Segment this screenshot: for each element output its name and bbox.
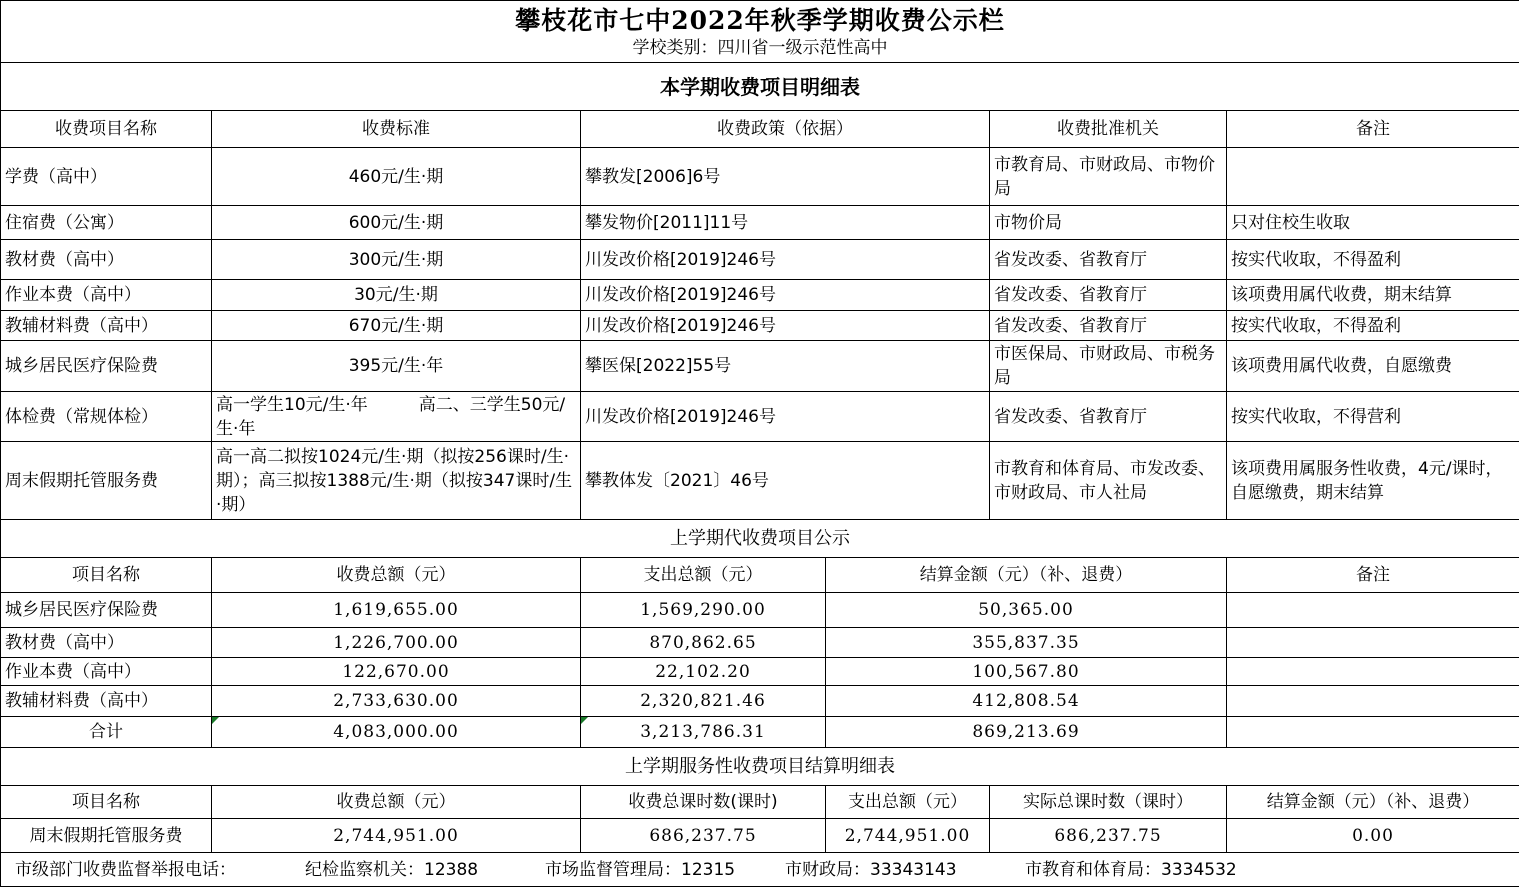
header-row bbox=[1, 786, 1519, 819]
section-current-fees bbox=[1, 63, 1519, 111]
item-name: 城乡居民医疗保险费 bbox=[1, 593, 212, 628]
table-row bbox=[1, 686, 1519, 717]
column-header: 收费标准 bbox=[212, 111, 581, 148]
fee-authority: 市教育和体育局、市发改委、市财政局、市人社局 bbox=[990, 442, 1227, 520]
column-header: 备注 bbox=[1227, 558, 1519, 593]
column-header: 项目名称 bbox=[1, 558, 212, 593]
section-title: 本学期收费项目明细表 bbox=[1, 63, 1519, 111]
column-header: 结算金额（元）（补、退费） bbox=[826, 558, 1227, 593]
fee-note: 该项费用属代收费，期末结算 bbox=[1227, 280, 1519, 311]
fee-authority: 省发改委、省教育厅 bbox=[990, 240, 1227, 280]
income-total: 122,670.00 bbox=[212, 658, 581, 686]
fee-name: 周末假期托管服务费 bbox=[1, 442, 212, 520]
fee-standard: 高一学生10元/生·年 高二、三学生50元/生·年 bbox=[212, 392, 581, 442]
title-row bbox=[1, 1, 1519, 63]
table-row bbox=[1, 148, 1519, 206]
fee-note: 该项费用属代收费，自愿缴费 bbox=[1227, 341, 1519, 392]
item-name: 作业本费（高中） bbox=[1, 658, 212, 686]
total-label: 合计 bbox=[1, 717, 212, 748]
income-total: 2,733,630.00 bbox=[212, 686, 581, 717]
fee-standard: 30元/生·期 bbox=[212, 280, 581, 311]
fee-name: 体检费（常规体检） bbox=[1, 392, 212, 442]
fee-note: 只对住校生收取 bbox=[1227, 206, 1519, 240]
income-total: 1,226,700.00 bbox=[212, 628, 581, 658]
table-row bbox=[1, 442, 1519, 520]
fee-authority: 省发改委、省教育厅 bbox=[990, 311, 1227, 341]
footer-row bbox=[1, 853, 1519, 887]
settle-amount: 50,365.00 bbox=[826, 593, 1227, 628]
hotline-market: 市场监督管理局：12315 bbox=[545, 859, 736, 880]
fee-policy: 攀医保[2022]55号 bbox=[581, 341, 990, 392]
column-header: 收费政策（依据） bbox=[581, 111, 990, 148]
fee-note: 按实代收取，不得盈利 bbox=[1227, 240, 1519, 280]
hotline-education: 市教育和体育局：3334532 bbox=[1025, 859, 1237, 880]
fee-standard: 670元/生·期 bbox=[212, 311, 581, 341]
fee-name: 城乡居民医疗保险费 bbox=[1, 341, 212, 392]
column-header: 支出总额（元） bbox=[581, 558, 826, 593]
column-header: 备注 bbox=[1227, 111, 1519, 148]
fee-name: 作业本费（高中） bbox=[1, 280, 212, 311]
settle-amount: 0.00 bbox=[1227, 819, 1519, 853]
fee-name: 住宿费（公寓） bbox=[1, 206, 212, 240]
income-total: 4,083,000.00 bbox=[212, 717, 581, 748]
total-hours: 686,237.75 bbox=[581, 819, 826, 853]
expense-total: 1,569,290.00 bbox=[581, 593, 826, 628]
footer-cell bbox=[1, 853, 1519, 887]
fee-name: 学费（高中） bbox=[1, 148, 212, 206]
section-title: 上学期服务性收费项目结算明细表 bbox=[1, 748, 1519, 786]
expense-total: 22,102.20 bbox=[581, 658, 826, 686]
fee-standard: 高一高二拟按1024元/生·期（拟按256课时/生·期）；高三拟按1388元/生·期（拟按347课时/生·期） bbox=[212, 442, 581, 520]
column-header: 收费总额（元） bbox=[212, 558, 581, 593]
total-row bbox=[1, 717, 1519, 748]
fee-policy: 川发改价格[2019]246号 bbox=[581, 311, 990, 341]
table-row bbox=[1, 658, 1519, 686]
income-total: 2,744,951.00 bbox=[212, 819, 581, 853]
table-row bbox=[1, 280, 1519, 311]
fee-policy: 攀教发[2006]6号 bbox=[581, 148, 990, 206]
item-note bbox=[1227, 686, 1519, 717]
expense-total: 2,744,951.00 bbox=[826, 819, 990, 853]
hotline-line bbox=[5, 858, 1515, 882]
table-row bbox=[1, 392, 1519, 442]
settle-amount: 869,213.69 bbox=[826, 717, 1227, 748]
column-header: 结算金额（元）（补、退费） bbox=[1227, 786, 1519, 819]
fee-authority: 市医保局、市财政局、市税务局 bbox=[990, 341, 1227, 392]
table-row bbox=[1, 341, 1519, 392]
item-name: 教辅材料费（高中） bbox=[1, 686, 212, 717]
item-note bbox=[1227, 658, 1519, 686]
income-total: 1,619,655.00 bbox=[212, 593, 581, 628]
section-agency-fees bbox=[1, 520, 1519, 558]
hotline-discipline: 纪检监察机关：12388 bbox=[305, 859, 479, 880]
table-row bbox=[1, 819, 1519, 853]
item-note bbox=[1227, 717, 1519, 748]
settle-amount: 355,837.35 bbox=[826, 628, 1227, 658]
section-service-fees bbox=[1, 748, 1519, 786]
school-type: 学校类别：四川省一级示范性高中 bbox=[632, 37, 888, 58]
fee-standard: 300元/生·期 bbox=[212, 240, 581, 280]
fee-note: 按实代收取，不得盈利 bbox=[1227, 311, 1519, 341]
fee-authority: 市教育局、市财政局、市物价局 bbox=[990, 148, 1227, 206]
fee-policy: 川发改价格[2019]246号 bbox=[581, 280, 990, 311]
column-header: 收费总额（元） bbox=[212, 786, 581, 819]
column-header: 实际总课时数（课时） bbox=[990, 786, 1227, 819]
fee-standard: 395元/生·年 bbox=[212, 341, 581, 392]
header-row bbox=[1, 111, 1519, 148]
fee-name: 教材费（高中） bbox=[1, 240, 212, 280]
fee-authority: 省发改委、省教育厅 bbox=[990, 280, 1227, 311]
fee-policy: 川发改价格[2019]246号 bbox=[581, 392, 990, 442]
fee-note: 该项费用属服务性收费，4元/课时，自愿缴费，期末结算 bbox=[1227, 442, 1519, 520]
fee-policy: 攀教体发〔2021〕46号 bbox=[581, 442, 990, 520]
page-title: 攀枝花市七中2022年秋季学期收费公示栏 bbox=[515, 5, 1005, 35]
fee-authority: 市物价局 bbox=[990, 206, 1227, 240]
column-header: 收费批准机关 bbox=[990, 111, 1227, 148]
item-note bbox=[1227, 593, 1519, 628]
column-header: 收费项目名称 bbox=[1, 111, 212, 148]
fee-note: 按实代收取，不得营利 bbox=[1227, 392, 1519, 442]
header-row bbox=[1, 558, 1519, 593]
item-note bbox=[1227, 628, 1519, 658]
fee-standard: 600元/生·期 bbox=[212, 206, 581, 240]
hotline-finance: 市财政局：33343143 bbox=[785, 859, 957, 880]
table-row bbox=[1, 311, 1519, 341]
settle-amount: 412,808.54 bbox=[826, 686, 1227, 717]
column-header: 收费总课时数(课时) bbox=[581, 786, 826, 819]
section-title: 上学期代收费项目公示 bbox=[1, 520, 1519, 558]
hotline-label: 市级部门收费监督举报电话： bbox=[15, 859, 236, 880]
settle-amount: 100,567.80 bbox=[826, 658, 1227, 686]
expense-total: 2,320,821.46 bbox=[581, 686, 826, 717]
fee-standard: 460元/生·期 bbox=[212, 148, 581, 206]
table-row bbox=[1, 206, 1519, 240]
fee-authority: 省发改委、省教育厅 bbox=[990, 392, 1227, 442]
fee-name: 教辅材料费（高中） bbox=[1, 311, 212, 341]
fee-policy: 川发改价格[2019]246号 bbox=[581, 240, 990, 280]
column-header: 项目名称 bbox=[1, 786, 212, 819]
fee-note bbox=[1227, 148, 1519, 206]
title-cell bbox=[1, 1, 1519, 63]
actual-hours: 686,237.75 bbox=[990, 819, 1227, 853]
expense-total: 870,862.65 bbox=[581, 628, 826, 658]
fee-policy: 攀发物价[2011]11号 bbox=[581, 206, 990, 240]
column-header: 支出总额（元） bbox=[826, 786, 990, 819]
table-row bbox=[1, 593, 1519, 628]
item-name: 周末假期托管服务费 bbox=[1, 819, 212, 853]
expense-total: 3,213,786.31 bbox=[581, 717, 826, 748]
table-row bbox=[1, 240, 1519, 280]
table-row bbox=[1, 628, 1519, 658]
item-name: 教材费（高中） bbox=[1, 628, 212, 658]
